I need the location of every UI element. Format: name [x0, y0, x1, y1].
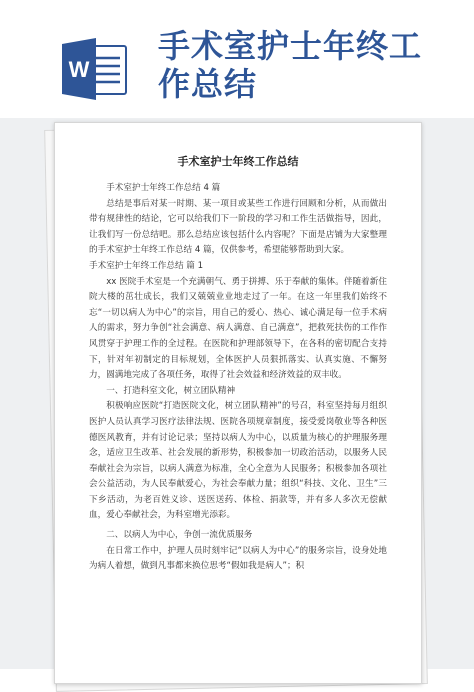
document-paragraph: 一、打造科室文化，树立团队精神 [106, 385, 236, 396]
word-document-icon [60, 38, 130, 100]
document-body [89, 181, 387, 575]
document-page [54, 122, 422, 684]
document-paragraph: xx 医院手术室是一个充满朝气、勇于拼搏、乐于奉献的集体。伴随着新住院大楼的茁壮成长，我们又兢兢业业地走过了一年。在这一年里我们始终不忘“一切以病人为中心”的宗旨，用自己的爱心、热心、诚心满足每一位手术病人的需求，努力争创“社会满意、病人满意、自己满意”，把救死扶伤的工作作风贯穿于护理工作的全过程。在医院和护理部领导下，在各科的密切配合支持下，针对年初制定的目标规划，全体医护人员狠抓落实、认真实施、不懈努力，圆满地完成了各项任务，取得了社会效益和经济效益的双丰收。 [89, 276, 387, 381]
word-icon-letter: W [68, 57, 90, 82]
document-paragraph: 积极响应医院“打造医院文化，树立团队精神”的号召，科室坚持每月组织医护人员认真学习医疗法律法规、医院各项规章制度，接受爱岗敬业等各种医德医风教育，并有讨论记录；坚持以病人为中心，以质量为核心的护理服务理念，适应卫生改革、社会发展的新形势，积极参加一切政治活动，以服务人民奉献社会为宗旨，以病人满意为标准，全心全意为人民服务；积极参加各项社会公益活动，为人民奉献爱心，为社会奉献力量；组织“科技、文化、卫生”三下乡活动，为老百姓义诊、送医送药、体检、捐款等，并有多人多次无偿献血，爱心奉献社会，为科室增光添彩。 [89, 401, 387, 521]
document-paragraph: 手术室护士年终工作总结 篇 1 [89, 260, 204, 271]
document-title: 手术室护士年终工作总结 [177, 155, 299, 168]
document-paragraph: 二、以病人为中心，争创一流优质服务 [106, 530, 253, 541]
document-preview [0, 118, 474, 669]
header-banner [0, 0, 474, 118]
banner-title-line-1: 手术室护士年终工 [158, 27, 423, 65]
banner-title-line-2: 作总结 [158, 65, 258, 103]
document-paragraph: 总结是事后对某一时期、某一项目或某些工作进行回顾和分析，从而做出带有规律性的结论，它可以给我们下一阶段的学习和工作生活做指导，因此，让我们写一份总结吧。那么总结应该包括什么内容呢？下面是店铺为大家整理的手术室护士年终工作总结 4 篇，仅供参考，希望能够帮助到大家。 [89, 198, 387, 256]
document-paragraph: 在日常工作中，护理人员时刻牢记“以病人为中心”的服务宗旨，设身处地为病人着想，做到凡事都来换位思考“假如我是病人”；积 [89, 545, 387, 572]
document-paragraph: 手术室护士年终工作总结 4 篇 [106, 183, 221, 193]
